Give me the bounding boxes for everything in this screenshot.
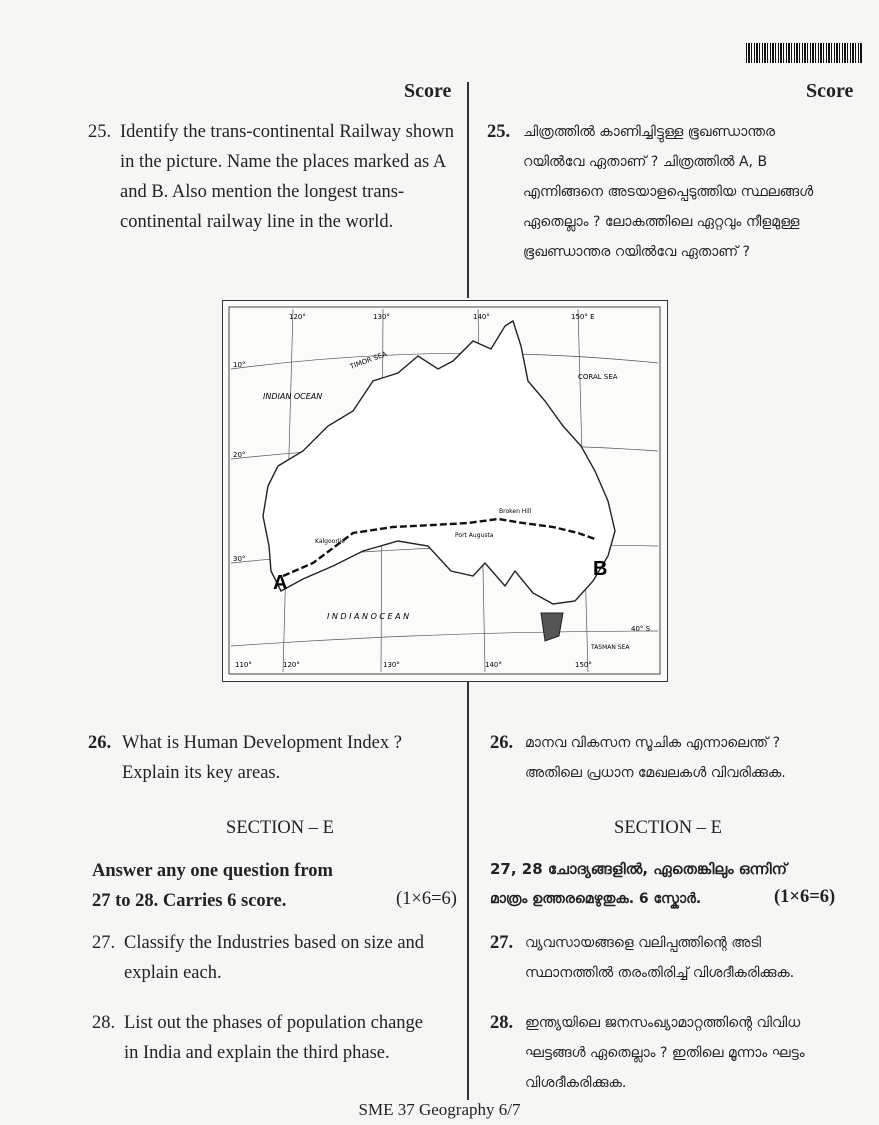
longitude-130: 130° bbox=[373, 313, 390, 321]
point-b-label: B bbox=[593, 558, 608, 580]
q25-ml-line: ചിത്രത്തിൽ കാണിച്ചിട്ടുള്ള ഭൂഖണ്ഡാന്തര bbox=[523, 124, 775, 140]
q26-number-ml: 26. bbox=[490, 733, 514, 753]
q26-ml-line: അതിലെ പ്രധാന മേഖലകൾ വിവരിക്കുക. bbox=[525, 765, 786, 781]
q27-english-text bbox=[124, 928, 464, 988]
column-divider-bottom bbox=[467, 682, 469, 1100]
q25-english-text: Identify the trans-continental Railway shown in the picture. Name the places marked as A and B. Also mention the longest trans-continental railway line in the world. bbox=[120, 122, 454, 232]
q25-malayalam-text bbox=[523, 117, 868, 267]
q28-malayalam-text bbox=[525, 1008, 870, 1098]
score-label-right: Score bbox=[806, 80, 854, 102]
q28-number: 28. bbox=[92, 1013, 116, 1033]
q27-en-line: explain each. bbox=[124, 963, 222, 983]
q25-ml-line: ഏതെല്ലാം ? ലോകത്തിലെ ഏറ്റവും നീളമുള്ള bbox=[523, 214, 800, 230]
q28-en-line: List out the phases of population change bbox=[124, 1013, 424, 1033]
longitude-bottom-110: 110° bbox=[235, 661, 252, 669]
q27-ml-line: സ്ഥാനത്തിൽ തരംതിരിച്ച് വിശദീകരിക്കുക. bbox=[525, 965, 795, 981]
section-e-marks-en: (1×6=6) bbox=[396, 889, 457, 909]
q25-ml-line: എന്നിങ്ങനെ അടയാളപ്പെടുത്തിയ സ്ഥലങ്ങൾ bbox=[523, 184, 814, 200]
indian-ocean-label-bottom: I N D I A N O C E A N bbox=[327, 612, 410, 621]
port-augusta-label: Port Augusta bbox=[455, 532, 494, 539]
longitude-120: 120° bbox=[289, 313, 306, 321]
q26-number: 26. bbox=[88, 733, 112, 753]
longitude-150: 150° E bbox=[571, 313, 595, 321]
section-e-instruction-en-1: Answer any one question from bbox=[92, 861, 333, 881]
section-e-instruction-en-2-wrap bbox=[92, 886, 286, 916]
indian-ocean-label-top: INDIAN OCEAN bbox=[263, 392, 323, 401]
score-label-left: Score bbox=[404, 80, 452, 102]
q26-en-line: Explain its key areas. bbox=[122, 763, 281, 783]
section-e-instruction-en-2: 27 to 28. Carries 6 score. bbox=[92, 891, 287, 911]
latitude-30: 30° bbox=[233, 555, 246, 563]
tasman-sea-label: TASMAN SEA bbox=[591, 644, 630, 651]
latitude-10: 10° bbox=[233, 361, 246, 369]
page-footer: SME 37 Geography 6/7 bbox=[358, 1100, 521, 1119]
q28-ml-line: വിശദീകരിക്കുക. bbox=[525, 1075, 627, 1091]
latitude-20: 20° bbox=[233, 451, 246, 459]
longitude-bottom-150: 150° bbox=[575, 661, 592, 669]
section-e-instruction-ml-1: 27, 28 ചോദ്യങ്ങളിൽ, ഏതെങ്കിലും ഒന്നിന് bbox=[490, 860, 787, 878]
point-a-label: A bbox=[273, 572, 288, 594]
q26-ml-line: മാനവ വികസന സൂചിക എന്നാലെന്ത് ? bbox=[525, 735, 780, 751]
kalgoorlie-label: Kalgoorlie bbox=[315, 538, 345, 545]
section-e-instruction-ml-2: മാത്രം ഉത്തരമെഴുതുക. 6 സ്കോർ. bbox=[490, 891, 702, 907]
q28-en-line: in India and explain the third phase. bbox=[124, 1043, 390, 1063]
q27-number: 27. bbox=[92, 933, 116, 953]
coral-sea-label: CORAL SEA bbox=[578, 373, 618, 381]
q28-ml-line: ഇന്ത്യയിലെ ജനസംഖ്യാമാറ്റത്തിന്റെ വിവിധ bbox=[525, 1015, 801, 1031]
longitude-140: 140° bbox=[473, 313, 490, 321]
q28-ml-line: ഘട്ടങ്ങൾ ഏതെല്ലാം ? ഇതിലെ മൂന്നാം ഘട്ടം bbox=[525, 1045, 805, 1061]
q27-number-ml: 27. bbox=[490, 933, 514, 953]
broken-hill-label: Broken Hill bbox=[499, 508, 532, 515]
q26-en-line: What is Human Development Index ? bbox=[122, 733, 402, 753]
q28-number-ml: 28. bbox=[490, 1013, 514, 1033]
tasmania-outline bbox=[541, 613, 563, 641]
longitude-bottom-140: 140° bbox=[485, 661, 502, 669]
section-e-title-en: SECTION – E bbox=[226, 818, 334, 838]
column-divider-top bbox=[467, 82, 469, 298]
q28-english-text bbox=[124, 1008, 464, 1068]
q25-ml-line: ഭൂഖണ്ഡാന്തര റയിൽവേ ഏതാണ് ? bbox=[523, 244, 750, 260]
longitude-bottom-130: 130° bbox=[383, 661, 400, 669]
longitude-bottom-120: 120° bbox=[283, 661, 300, 669]
q25-number: 25. bbox=[88, 122, 112, 142]
australia-railway-map bbox=[222, 300, 668, 682]
barcode bbox=[746, 43, 862, 63]
q27-ml-line: വ്യവസായങ്ങളെ വലിപ്പത്തിന്റെ അടി bbox=[525, 935, 762, 951]
section-e-marks-ml: (1×6=6) bbox=[774, 887, 836, 907]
section-e-title-ml: SECTION – E bbox=[614, 818, 722, 838]
q25-ml-line: റയിൽവേ ഏതാണ് ? ചിത്രത്തിൽ A, B bbox=[523, 154, 768, 170]
map-figure bbox=[223, 301, 666, 680]
q26-english-text bbox=[122, 728, 462, 788]
latitude-40: 40° S bbox=[631, 625, 651, 633]
q27-malayalam-text bbox=[525, 928, 870, 988]
q26-malayalam-text bbox=[525, 728, 870, 788]
timor-sea-label: TIMOR SEA bbox=[348, 350, 388, 371]
q27-en-line: Classify the Industries based on size and bbox=[124, 933, 425, 953]
q25-number-ml: 25. bbox=[487, 122, 511, 142]
